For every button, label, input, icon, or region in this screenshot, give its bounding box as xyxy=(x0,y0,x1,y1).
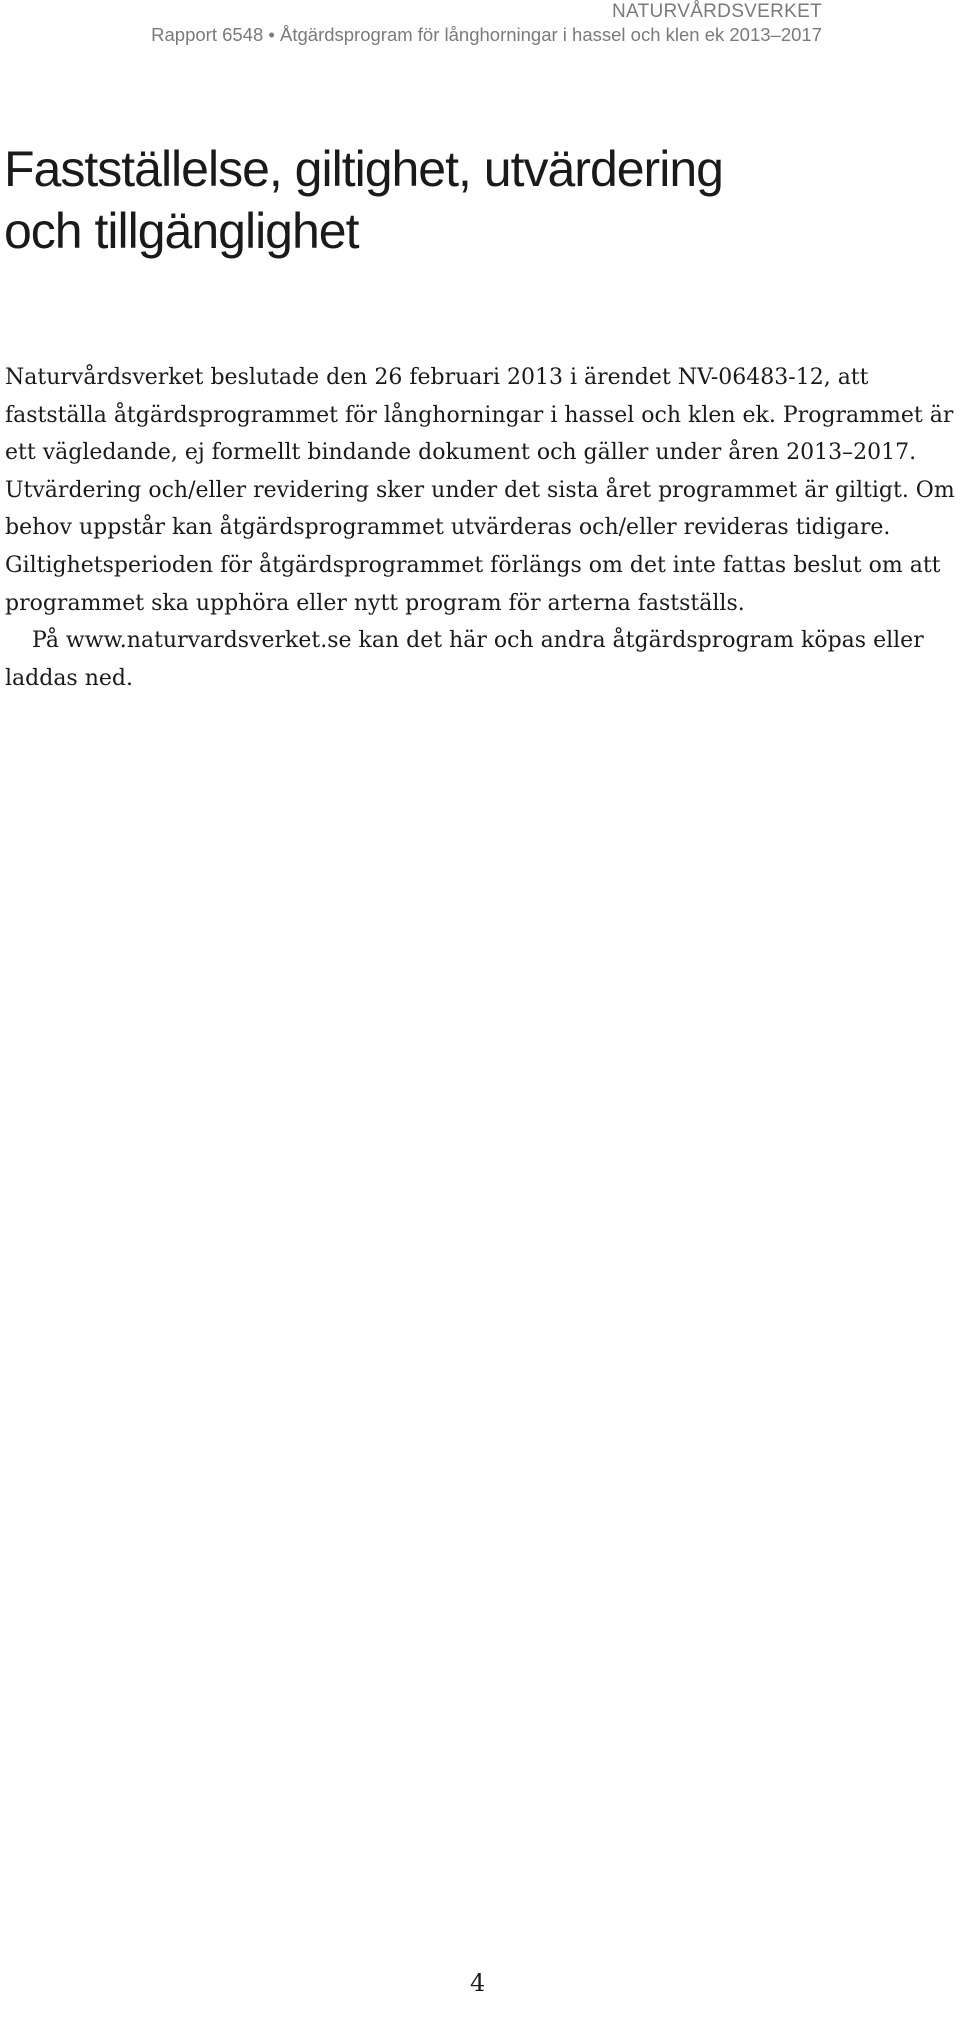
header-report-title: Rapport 6548 • Åtgärdsprogram för långhorningar i hassel och klen ek 2013–2017 xyxy=(151,24,822,45)
section-title xyxy=(4,138,944,262)
running-head xyxy=(151,0,822,47)
body-text xyxy=(5,359,955,697)
body-paragraph-2: På www.naturvardsverket.se kan det här och andra åtgärdsprogram köpas eller laddas ned. xyxy=(5,628,924,691)
section-title-line-2: och tillgänglighet xyxy=(4,203,359,259)
header-organization: NATURVÅRDSVERKET xyxy=(612,1,822,22)
body-paragraph-1: Naturvårdsverket beslutade den 26 februari 2013 i ärendet NV-06483-12, att fastställa åtgärdsprogrammet för långhorningar i hassel och klen ek. Programmet är ett vägledande, ej formellt bindande dokument och gäller under åren 2013–2017. Utvärdering och/eller revidering sker under det sista året programmet är giltigt. Om behov uppstår kan åtgärdsprogrammet utvärderas och/eller revideras tidigare. Giltighetsperioden för åtgärdsprogrammet förlängs om det inte fattas beslut om att programmet ska upphöra eller nytt program för arterna fastställs. xyxy=(5,365,955,616)
page-number: 4 xyxy=(470,1969,486,1997)
section-title-line-1: Fastställelse, giltighet, utvärdering xyxy=(4,141,723,197)
